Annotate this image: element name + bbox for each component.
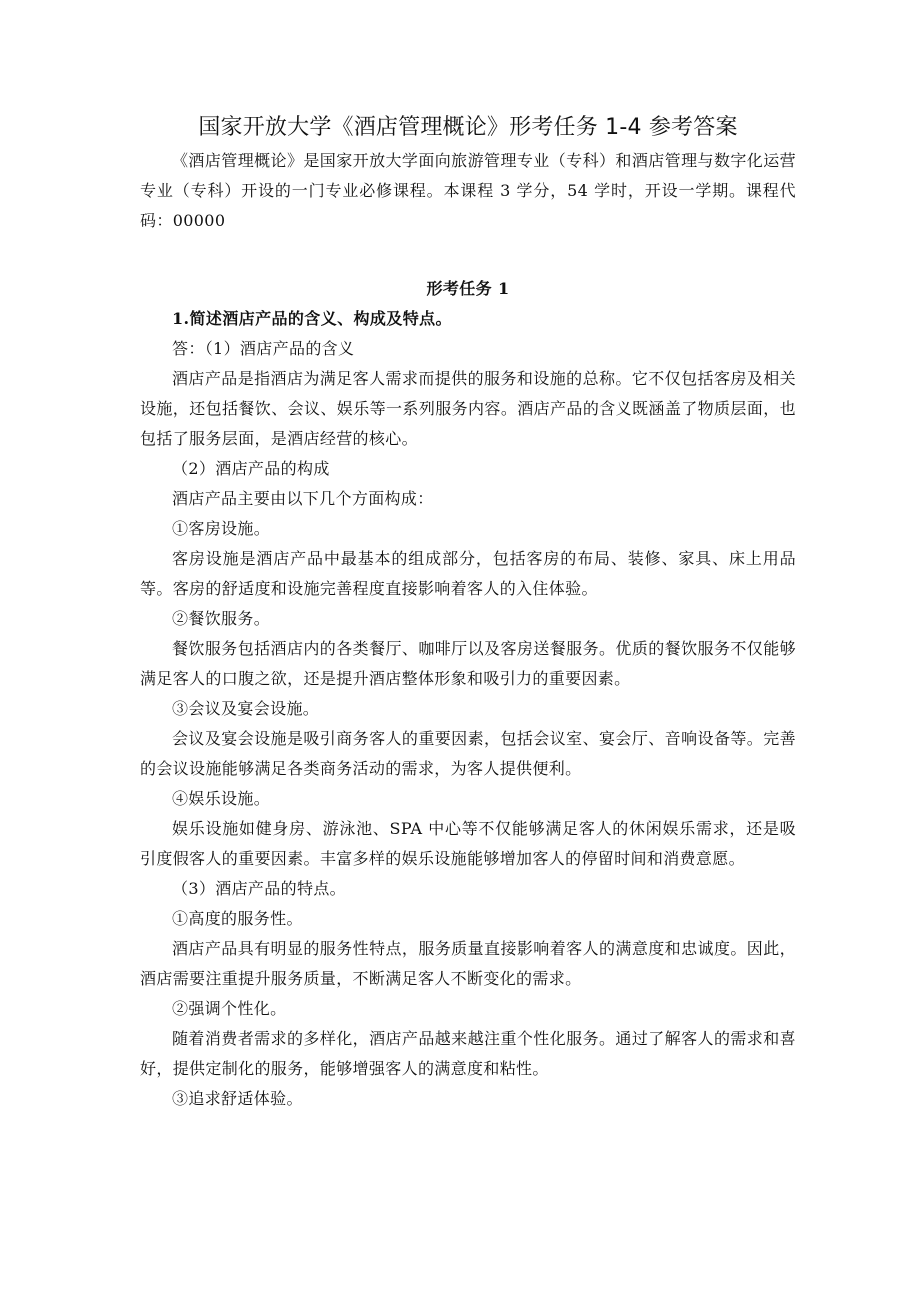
- features-heading: （3）酒店产品的特点。: [172, 879, 347, 898]
- feature-item-text: 随着消费者需求的多样化，酒店产品越来越注重个性化服务。通过了解客人的需求和喜好，提供定制化的服务，能够增强客人的满意度和粘性。: [140, 1029, 796, 1078]
- document-content: [140, 110, 796, 1114]
- feature-item-label: ③追求舒适体验。: [172, 1089, 303, 1108]
- document-title: 国家开放大学《酒店管理概论》形考任务 1-4 参考答案: [198, 115, 738, 140]
- composition-item-label: ②餐饮服务。: [172, 609, 271, 628]
- task1-heading: 形考任务 1: [426, 279, 510, 298]
- composition-item-label: ④娱乐设施。: [172, 789, 271, 808]
- composition-heading: （2）酒店产品的构成: [172, 459, 330, 478]
- composition-item-label: ③会议及宴会设施。: [172, 699, 320, 718]
- feature-item-label: ①高度的服务性。: [172, 909, 303, 928]
- course-intro: 《酒店管理概论》是国家开放大学面向旅游管理专业（专科）和酒店管理与数字化运营专业（专科）开设的一门专业必修课程。本课程 3 学分，54 学时，开设一学期。课程代码：00000: [140, 151, 796, 230]
- composition-intro: 酒店产品主要由以下几个方面构成：: [172, 489, 434, 508]
- answer-intro: 答：（1）酒店产品的含义: [172, 339, 355, 358]
- composition-item-label: ①客房设施。: [172, 519, 271, 538]
- composition-item-text: 会议及宴会设施是吸引商务客人的重要因素，包括会议室、宴会厅、音响设备等。完善的会议设施能够满足各类商务活动的需求，为客人提供便利。: [140, 729, 796, 778]
- definition-text: 酒店产品是指酒店为满足客人需求而提供的服务和设施的总称。它不仅包括客房及相关设施，还包括餐饮、会议、娱乐等一系列服务内容。酒店产品的含义既涵盖了物质层面，也包括了服务层面，是酒店经营的核心。: [140, 369, 796, 448]
- feature-item-label: ②强调个性化。: [172, 999, 287, 1018]
- composition-item-text: 餐饮服务包括酒店内的各类餐厅、咖啡厅以及客房送餐服务。优质的餐饮服务不仅能够满足客人的口腹之欲，还是提升酒店整体形象和吸引力的重要因素。: [140, 639, 796, 688]
- feature-item-text: 酒店产品具有明显的服务性特点，服务质量直接影响着客人的满意度和忠诚度。因此，酒店需要注重提升服务质量，不断满足客人不断变化的需求。: [140, 939, 796, 988]
- composition-item-text: 客房设施是酒店产品中最基本的组成部分，包括客房的布局、装修、家具、床上用品等。客房的舒适度和设施完善程度直接影响着客人的入住体验。: [140, 549, 796, 598]
- composition-item-text: 娱乐设施如健身房、游泳池、SPA 中心等不仅能够满足客人的休闲娱乐需求，还是吸引度假客人的重要因素。丰富多样的娱乐设施能够增加客人的停留时间和消费意愿。: [140, 819, 796, 868]
- question-1: 1.简述酒店产品的含义、构成及特点。: [172, 309, 452, 328]
